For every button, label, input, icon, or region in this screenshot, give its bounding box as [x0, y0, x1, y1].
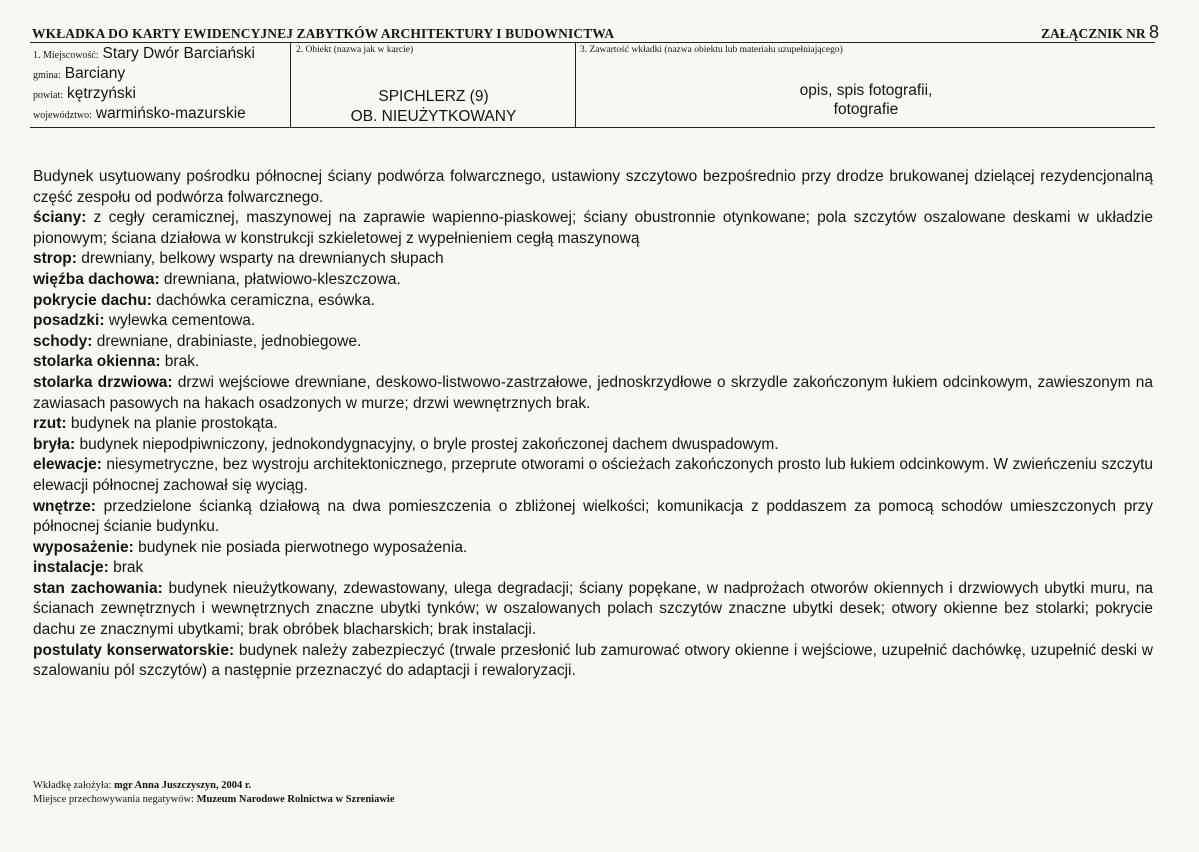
- description-text: budynek nie posiada pierwotnego wyposażenia.: [133, 538, 468, 556]
- contents-line-1: opis, spis fotografii,: [799, 82, 933, 99]
- description-term: strop:: [33, 250, 77, 268]
- description-item: [33, 414, 1153, 435]
- voivodeship-row: [33, 104, 288, 124]
- description-text: brak.: [160, 353, 200, 371]
- negatives-line: [33, 793, 395, 807]
- description-text: z cegły ceramicznej, maszynowej na zaprawie wapienno-piaskowej; ściany obustronnie otynkowane; pola szczytów oszalowane deskami w układzie pionowym; ściana działowa w konstrukcji szkieletowej z wypełnieniem cegłą maszynową: [33, 209, 1153, 247]
- object-status: OB. NIEUŻYTKOWANY: [350, 108, 517, 125]
- place-label: 1. Miejscowość:: [33, 50, 99, 61]
- county-label: powiat:: [33, 90, 63, 101]
- building-description: [33, 167, 1153, 682]
- description-text: drewniane, drabiniaste, jednobiegowe.: [92, 332, 362, 350]
- author-value: mgr Anna Juszczyszyn, 2004 r.: [114, 780, 252, 791]
- description-text: przedzielone ścianką działową na dwa pomieszczenia o zbliżonej wielkości; komunikacja z poddaszem za pomocą schodów umieszczonych przy północnej ścianie budynku.: [33, 497, 1153, 536]
- description-item: [33, 558, 1153, 579]
- column-divider-1: [290, 43, 291, 127]
- header-rule-bottom: [30, 127, 1155, 128]
- commune-row: [33, 64, 288, 84]
- description-term: rzut:: [33, 415, 67, 433]
- description-term: więźba dachowa:: [33, 270, 160, 288]
- description-text: budynek nieużytkowany, zdewastowany, ulega degradacji; ściany popękane, w nadprożach otworów okiennych i drzwiowych ubytki muru, na ścianach zewnętrznych i wewnętrznych znaczne ubytki tynków; w oszalowanych polach szczytów znaczne ubytki desek; otwory okienne bez stolarki; pokrycie dachu ze znacznymi ubytkami; brak obróbek blacharskich; brak instalacji.: [33, 579, 1154, 639]
- annex-label: [1041, 22, 1159, 43]
- description-item: [33, 538, 1153, 559]
- annex-label-text: ZAŁĄCZNIK NR: [1040, 26, 1146, 41]
- description-item: [33, 332, 1153, 353]
- county-row: [33, 84, 288, 104]
- description-text: drzwi wejściowe drewniane, deskowo-listwowo-zastrzałowe, jednoskrzydłowe o skrzydle zakończonym łukiem odcinkowym, zawieszonym na zawiasach pasowych na hakach osadzonych w murze; drzwi wewnętrznych brak.: [33, 373, 1153, 412]
- description-item: [33, 208, 1153, 249]
- description-term: stolarka okienna:: [33, 353, 161, 371]
- description-item: [33, 455, 1153, 496]
- description-term: postulaty konserwatorskie:: [33, 641, 235, 659]
- author-line: [33, 779, 395, 793]
- description-term: stolarka drzwiowa:: [33, 373, 173, 391]
- description-term: schody:: [33, 332, 93, 350]
- description-item: [33, 249, 1153, 270]
- description-item: [33, 270, 1153, 291]
- description-term: posadzki:: [33, 312, 105, 330]
- commune-value: Barciany: [64, 65, 126, 82]
- object-label: 2. Obiekt (nazwa jak w karcie): [296, 45, 414, 55]
- description-intro: Budynek usytuowany pośrodku północnej ściany podwórza folwarcznego, ustawiony szczytowo bezpośrednio przy drodze brukowanej dzielącej rezydencjonalną część zespołu od podwórza folwarcznego.: [33, 168, 1153, 206]
- description-text: budynek na planie prostokąta.: [66, 415, 278, 433]
- description-item: [33, 641, 1153, 682]
- header-rule-top: [30, 42, 1155, 43]
- description-text: dachówka ceramiczna, esówka.: [151, 291, 376, 309]
- description-text: brak: [108, 559, 144, 577]
- description-item: [33, 311, 1153, 332]
- description-item: [33, 579, 1153, 641]
- description-term: instalacje:: [33, 559, 109, 577]
- description-text: drewniana, płatwiowo-kleszczowa.: [159, 270, 401, 288]
- description-term: wyposażenie:: [33, 538, 134, 556]
- negatives-label: Miejsce przechowywania negatywów:: [33, 794, 197, 805]
- description-item: [33, 435, 1153, 456]
- location-column: [33, 44, 288, 124]
- contents-line-2: fotografie: [833, 101, 899, 118]
- object-name: SPICHLERZ (9): [378, 88, 489, 105]
- description-text: wylewka cementowa.: [104, 312, 256, 330]
- footer: [33, 779, 395, 807]
- county-value: kętrzyński: [67, 85, 136, 102]
- place-value: Stary Dwór Barciański: [102, 45, 256, 62]
- description-items: [33, 208, 1153, 682]
- description-term: bryła:: [33, 435, 76, 453]
- description-term: stan zachowania:: [33, 579, 163, 597]
- description-term: wnętrze:: [33, 497, 96, 515]
- description-term: pokrycie dachu:: [33, 291, 152, 309]
- description-item: [33, 291, 1153, 312]
- description-text: budynek niepodpiwniczony, jednokondygnacyjny, o bryle prostej zakończonej dachem dwuspadowym.: [75, 435, 779, 453]
- description-item: [33, 352, 1153, 373]
- description-text: drewniany, belkowy wsparty na drewnianych słupach: [76, 250, 444, 268]
- description-text: niesymetryczne, bez wystroju architektonicznego, przeprute otworami o ościeżach zakończonych prosto lub łukiem odcinkowym. W zwieńczeniu szczytu elewacji północnej zachował się wyciąg.: [33, 456, 1153, 494]
- object-value: [292, 87, 575, 127]
- contents-value: [577, 81, 1155, 119]
- voivodeship-value: warmińsko-mazurskie: [95, 105, 246, 122]
- description-term: elewacje:: [33, 456, 102, 474]
- description-text: budynek należy zabezpieczyć (trwale przesłonić lub zamurować otwory okienne i wejściowe, uzupełnić dachówkę, uzupełnić deski w szalowaniu pól szczytów) a następnie przeznaczyć do adaptacji i rewaloryzacji.: [33, 641, 1153, 680]
- description-item: [33, 497, 1153, 538]
- contents-label: 3. Zawartość wkładki (nazwa obiektu lub materiału uzupełniającego): [580, 45, 843, 55]
- annex-number: 8: [1148, 22, 1159, 42]
- description-term: ściany:: [33, 209, 87, 227]
- document-title: WKŁADKA DO KARTY EWIDENCYJNEJ ZABYTKÓW ARCHITEKTURY I BUDOWNICTWA: [32, 26, 615, 41]
- description-item: [33, 373, 1153, 414]
- author-label: Wkładkę założyła:: [33, 780, 115, 791]
- commune-label: gmina:: [33, 70, 61, 81]
- column-divider-2: [575, 43, 576, 127]
- voivodeship-label: województwo:: [33, 110, 92, 121]
- place-row: [33, 44, 288, 64]
- negatives-value: Muzeum Narodowe Rolnictwa w Szreniawie: [196, 794, 395, 805]
